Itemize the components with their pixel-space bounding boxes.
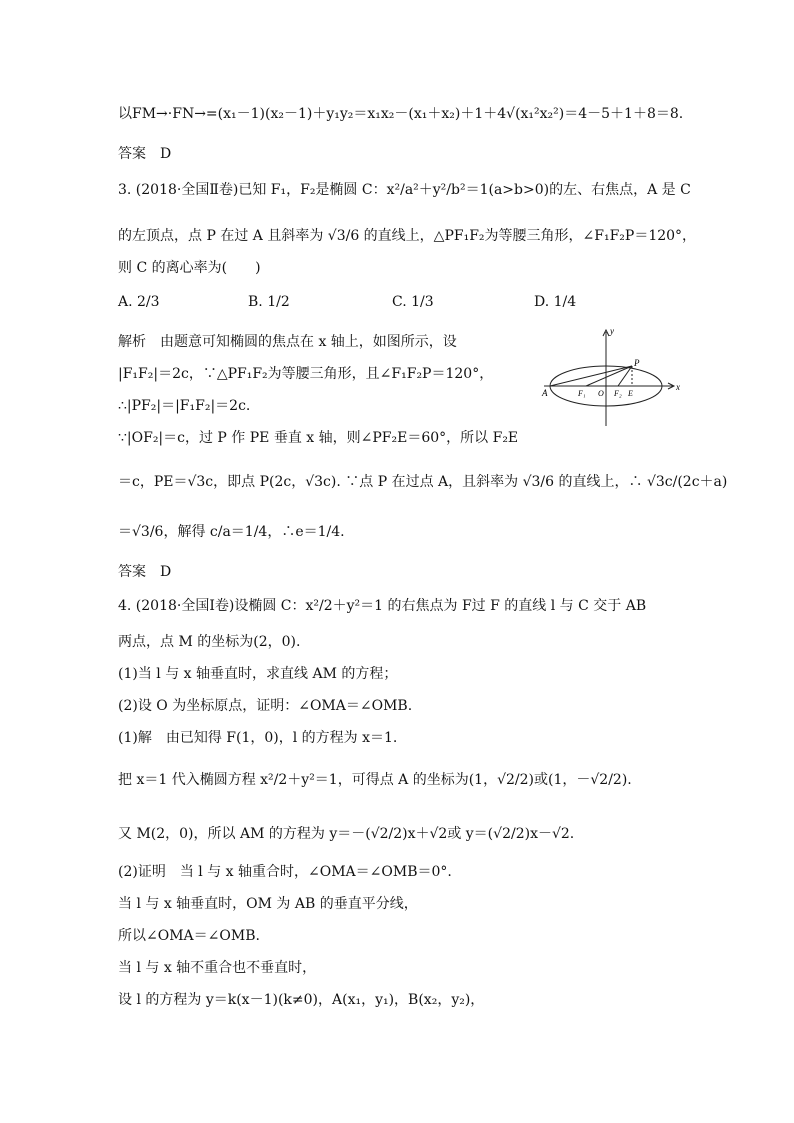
- ellipse-diagram: [540, 322, 690, 434]
- analysis-line-2: |F₁F₂|＝2c，∵△PF₁F₂为等腰三角形，且∠F₁F₂P＝120°，: [118, 366, 494, 382]
- question-4-line-3: (1)当 l 与 x 轴垂直时，求直线 AM 的方程；: [118, 666, 398, 682]
- option-d: D. 1/4: [534, 294, 577, 310]
- analysis-line-3: ∴|PF₂|＝|F₁F₂|＝2c.: [118, 398, 251, 414]
- proof-line-3: 又 M(2，0)，所以 AM 的方程为 y＝－(√2/2)x＋√2或 y＝(√2/2)x－√2.: [118, 826, 575, 842]
- question-4-line-2: 两点，点 M 的坐标为(2，0).: [118, 634, 301, 650]
- proof-line-2: 把 x＝1 代入椭圆方程 x²/2＋y²＝1，可得点 A 的坐标为(1，√2/2)或(1，－√2/2).: [118, 772, 632, 788]
- point-a-label: A: [542, 388, 548, 398]
- option-a: A. 2/3: [118, 294, 160, 310]
- proof-line-5: 当 l 与 x 轴垂直时，OM 为 AB 的垂直平分线，: [118, 896, 418, 912]
- point-f1-label: F₁: [578, 389, 586, 398]
- option-c: C. 1/3: [392, 294, 434, 310]
- proof-line-4: (2)证明 当 l 与 x 轴重合时，∠OMA＝∠OMB＝0°.: [118, 864, 452, 880]
- question-3-line-2: 的左顶点，点 P 在过 A 且斜率为 √3/6 的直线上，△PF₁F₂为等腰三角形，∠F₁F₂P＝120°，: [118, 228, 697, 244]
- question-3-line-3: 则 C 的离心率为( ): [118, 260, 261, 276]
- x-axis-label: x: [676, 382, 680, 392]
- analysis-line-1: 解析 由题意可知椭圆的焦点在 x 轴上，如图所示，设: [118, 334, 457, 350]
- origin-label: O: [598, 389, 604, 398]
- proof-line-7: 当 l 与 x 轴不重合也不垂直时，: [118, 960, 317, 976]
- answer-label: 答案 D: [118, 146, 172, 162]
- analysis-line-6: ＝√3/6，解得 c/a＝1/4，∴e＝1/4.: [118, 524, 345, 540]
- question-3-line-1: 3. (2018·全国Ⅱ卷)已知 F₁，F₂是椭圆 C：x²/a²＋y²/b²＝1(a>b>0)的左、右焦点，A 是 C: [118, 182, 691, 198]
- proof-line-6: 所以∠OMA＝∠OMB.: [118, 928, 260, 944]
- proof-line-8: 设 l 的方程为 y＝k(x－1)(k≠0)，A(x₁，y₁)，B(x₂，y₂)，: [118, 992, 485, 1008]
- ellipse-figure: [540, 322, 690, 434]
- point-f2-label: F₂: [614, 389, 622, 398]
- answer-label: 答案 D: [118, 564, 172, 580]
- option-b: B. 1/2: [248, 294, 290, 310]
- analysis-line-5: ＝c，PE＝√3c，即点 P(2c，√3c). ∵点 P 在过点 A，且斜率为 √3/6 的直线上，∴ √3c/(2c＋a): [118, 474, 728, 490]
- y-axis-label: y: [610, 326, 614, 336]
- solution-line-1: 以FM→·FN→=(x₁－1)(x₂－1)＋y₁y₂＝x₁x₂－(x₁＋x₂)＋1＋4√(x₁²x₂²)＝4－5＋1＋8＝8.: [118, 106, 684, 122]
- proof-line-1: (1)解 由已知得 F(1，0)，l 的方程为 x＝1.: [118, 730, 398, 746]
- point-p-label: P: [634, 358, 640, 368]
- question-4-line-4: (2)设 O 为坐标原点，证明：∠OMA＝∠OMB.: [118, 698, 413, 714]
- analysis-line-4: ∵|OF₂|＝c，过 P 作 PE 垂直 x 轴，则∠PF₂E＝60°，所以 F₂E: [118, 430, 519, 446]
- question-4-line-1: 4. (2018·全国Ⅰ卷)设椭圆 C：x²/2＋y²＝1 的右焦点为 F过 F 的直线 l 与 C 交于 AB: [118, 598, 647, 614]
- point-e-label: E: [628, 389, 633, 398]
